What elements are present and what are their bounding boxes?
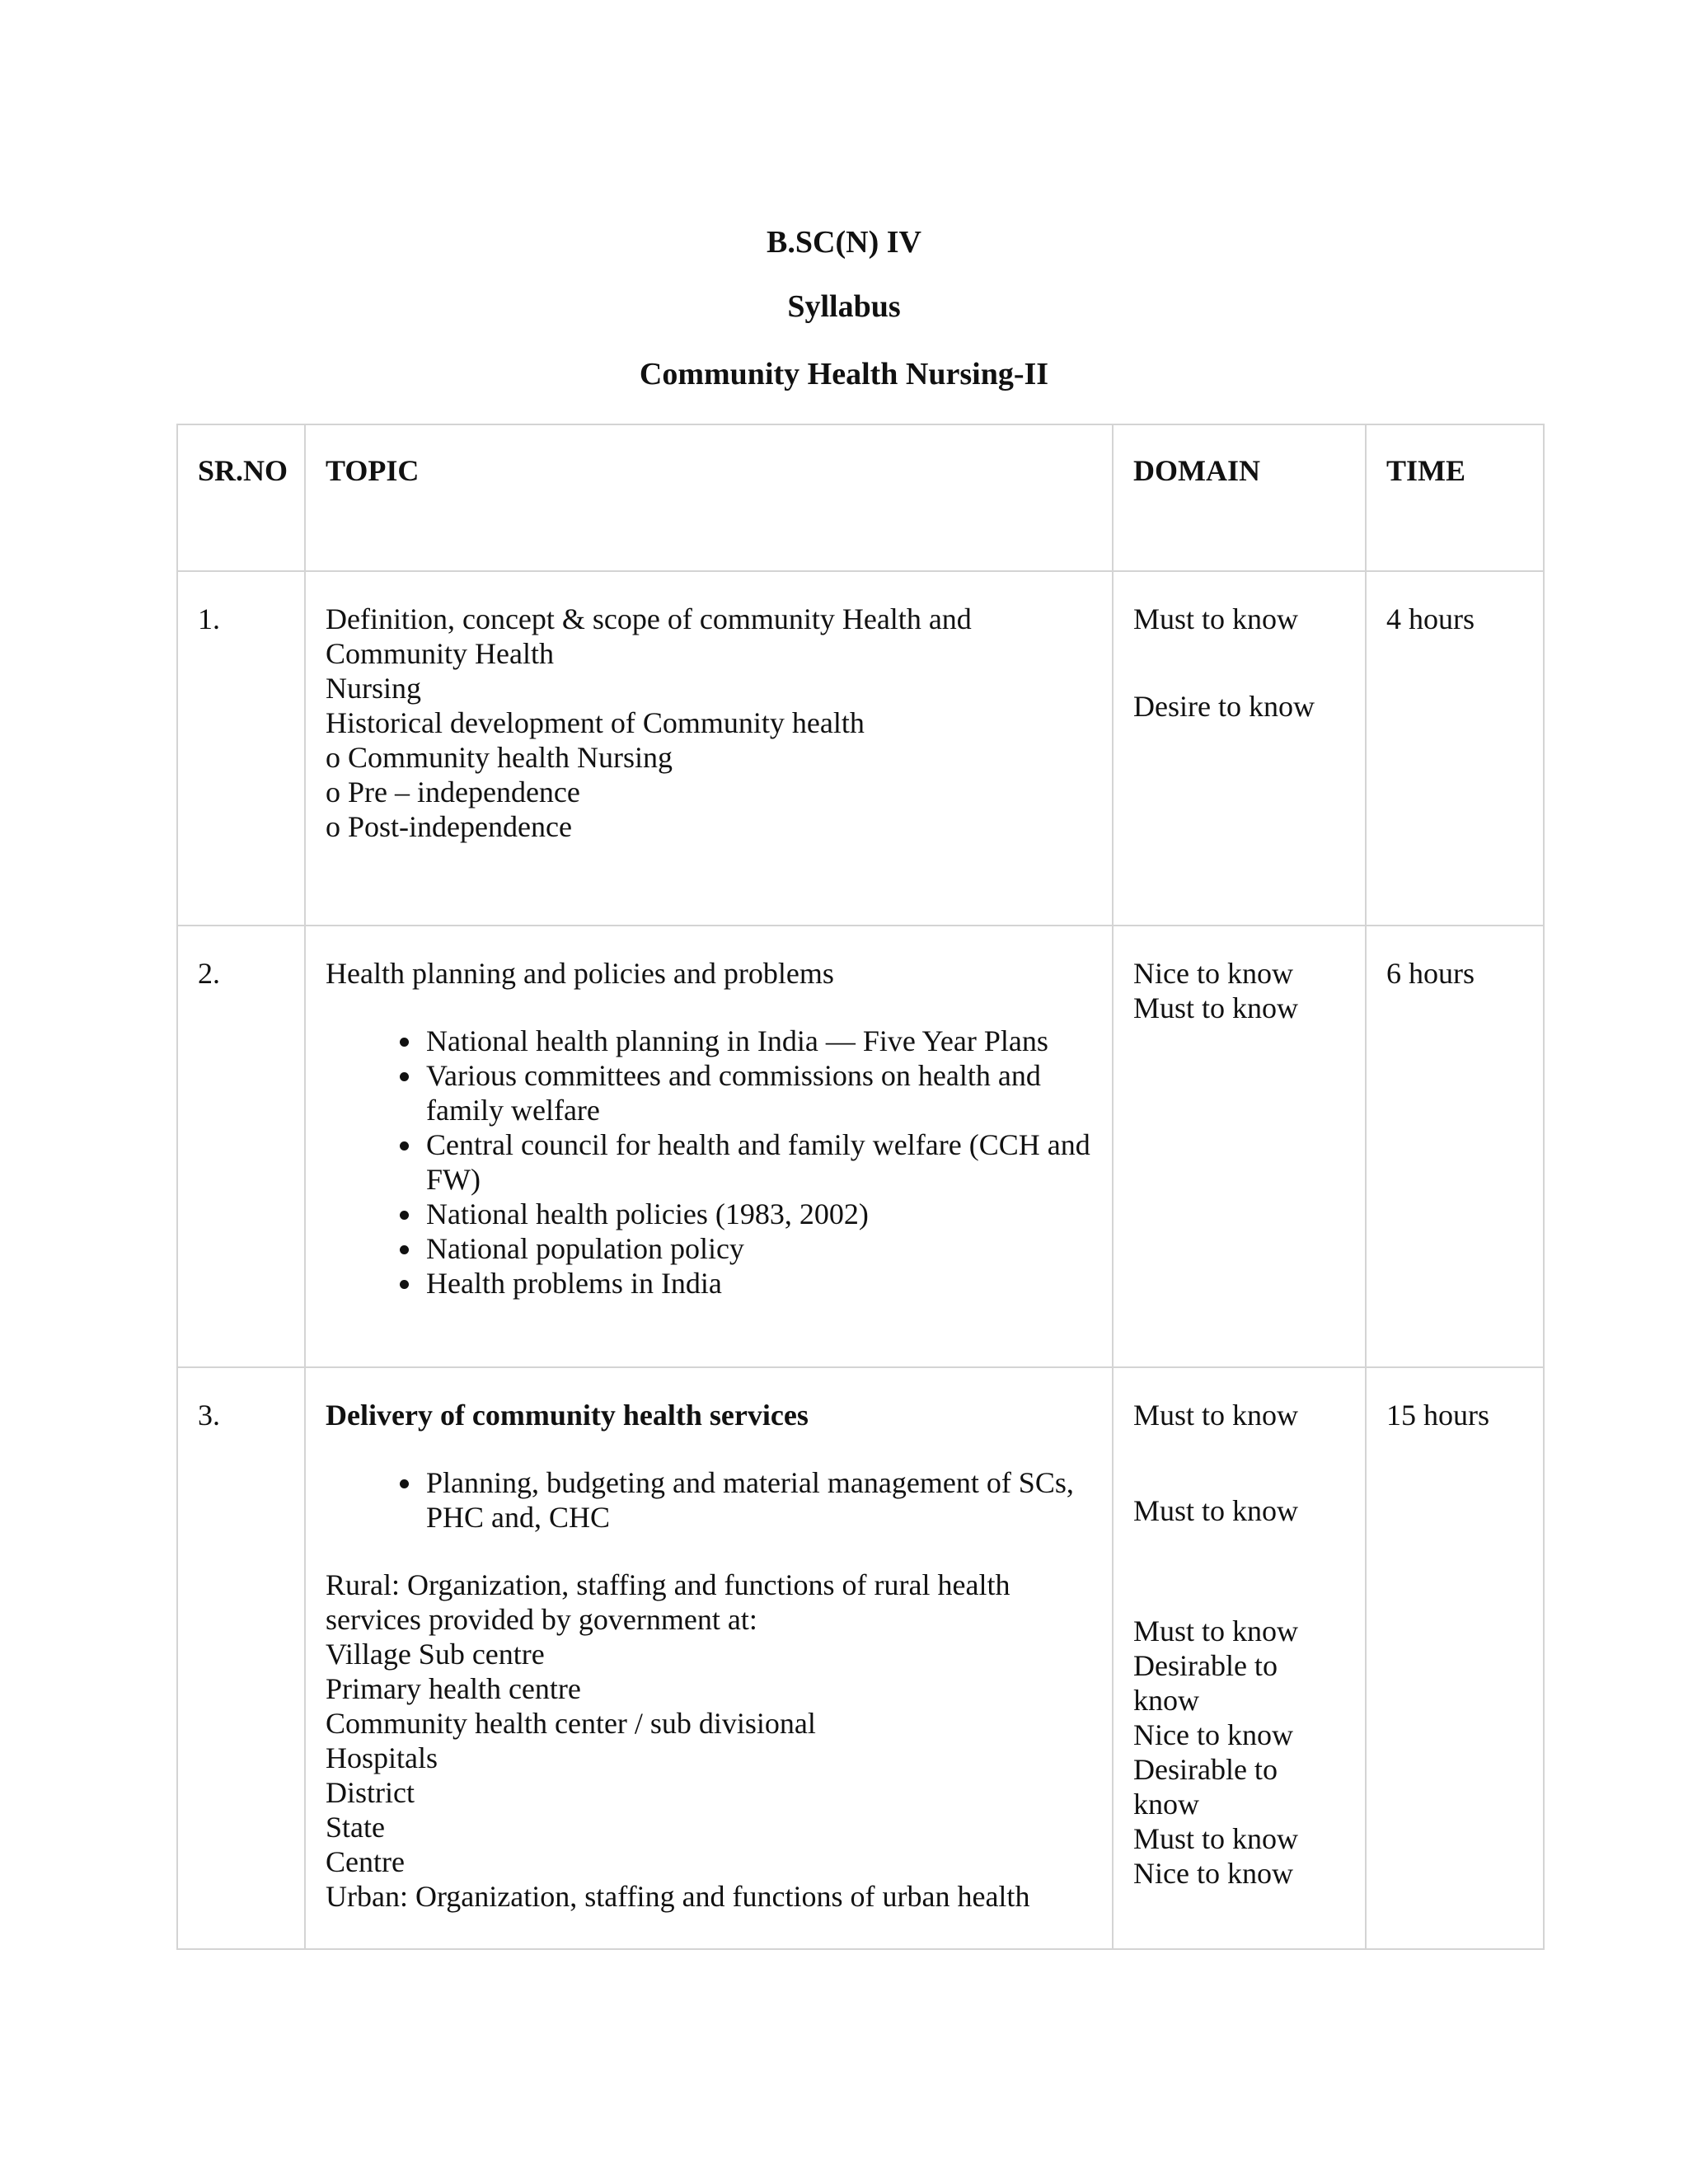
topic-line: Hospitals bbox=[326, 1741, 438, 1774]
topic-line: o Pre – independence bbox=[326, 776, 580, 808]
domain-line: Must to know bbox=[1133, 1615, 1299, 1647]
topic-heading: Health planning and policies and problems bbox=[326, 957, 834, 990]
time-cell: 4 hours bbox=[1366, 571, 1544, 926]
topic-line: services provided by government at: bbox=[326, 1603, 757, 1636]
table-row bbox=[177, 926, 1544, 1367]
col-header-domain: DOMAIN bbox=[1113, 424, 1366, 571]
domain-line: Nice to know bbox=[1133, 957, 1293, 990]
topic-line: o Community health Nursing bbox=[326, 741, 673, 774]
topic-line: Centre bbox=[326, 1845, 405, 1878]
topic-line: District bbox=[326, 1776, 415, 1809]
doc-title-subject: Community Health Nursing-II bbox=[639, 357, 1049, 391]
domain-line: Nice to know bbox=[1133, 1718, 1293, 1751]
list-item: • Planning, budgeting and material management of SCs, PHC and, CHC bbox=[423, 1465, 1092, 1535]
sr-cell: 3. bbox=[177, 1367, 305, 1949]
topic-line: Primary health centre bbox=[326, 1672, 581, 1705]
domain-line: Nice to know bbox=[1133, 1857, 1293, 1890]
domain-line: Must to know bbox=[1133, 1494, 1299, 1527]
time-cell: 15 hours bbox=[1366, 1367, 1544, 1949]
list-item: • Central council for health and family welfare (CCH and FW) bbox=[423, 1127, 1092, 1197]
topic-line: Village Sub centre bbox=[326, 1638, 545, 1671]
domain-line: Must to know bbox=[1133, 1822, 1299, 1855]
topic-line: Definition, concept & scope of community Health and bbox=[326, 602, 972, 635]
domain-line: Desirable to bbox=[1133, 1649, 1278, 1682]
list-item: • National health policies (1983, 2002) bbox=[423, 1197, 1092, 1231]
domain-line: Must to know bbox=[1133, 602, 1299, 635]
domain-line: Must to know bbox=[1133, 991, 1299, 1024]
col-header-time: TIME bbox=[1366, 424, 1544, 571]
col-header-topic: TOPIC bbox=[305, 424, 1113, 571]
list-item: • Health problems in India bbox=[423, 1266, 1092, 1301]
topic-line: State bbox=[326, 1811, 385, 1844]
topic-cell bbox=[305, 571, 1113, 926]
topic-bullet-list bbox=[326, 1024, 1092, 1301]
topic-line: Community Health bbox=[326, 637, 554, 670]
syllabus-table bbox=[176, 424, 1545, 1950]
list-item: • National population policy bbox=[423, 1231, 1092, 1266]
domain-cell bbox=[1113, 926, 1366, 1367]
table-row bbox=[177, 571, 1544, 926]
list-item: • Various committees and commissions on health and family welfare bbox=[423, 1058, 1092, 1127]
domain-line: Desirable to bbox=[1133, 1753, 1278, 1786]
doc-title-syllabus: Syllabus bbox=[787, 289, 901, 324]
domain-line: know bbox=[1133, 1684, 1199, 1717]
list-item: • National health planning in India — Five Year Plans bbox=[423, 1024, 1092, 1058]
domain-line: know bbox=[1133, 1788, 1199, 1821]
topic-line: Rural: Organization, staffing and functions of rural health bbox=[326, 1568, 1010, 1601]
domain-line: Desire to know bbox=[1133, 690, 1315, 723]
topic-line: Community health center / sub divisional bbox=[326, 1707, 816, 1740]
sr-cell: 1. bbox=[177, 571, 305, 926]
topic-line: Nursing bbox=[326, 672, 421, 705]
topic-bullet-list bbox=[326, 1465, 1092, 1535]
sr-cell: 2. bbox=[177, 926, 305, 1367]
topic-cell bbox=[305, 1367, 1113, 1949]
domain-line: Must to know bbox=[1133, 1399, 1299, 1432]
time-cell: 6 hours bbox=[1366, 926, 1544, 1367]
col-header-srno: SR.NO bbox=[177, 424, 305, 571]
doc-title-course: B.SC(N) IV bbox=[767, 225, 921, 260]
table-header-row bbox=[177, 424, 1544, 571]
topic-cell bbox=[305, 926, 1113, 1367]
topic-line: o Post-independence bbox=[326, 810, 572, 843]
table-row bbox=[177, 1367, 1544, 1949]
topic-heading: Delivery of community health services bbox=[326, 1399, 809, 1432]
topic-line: Historical development of Community health bbox=[326, 706, 865, 739]
domain-cell bbox=[1113, 1367, 1366, 1949]
domain-cell bbox=[1113, 571, 1366, 926]
topic-line: Urban: Organization, staffing and functions of urban health bbox=[326, 1880, 1030, 1913]
